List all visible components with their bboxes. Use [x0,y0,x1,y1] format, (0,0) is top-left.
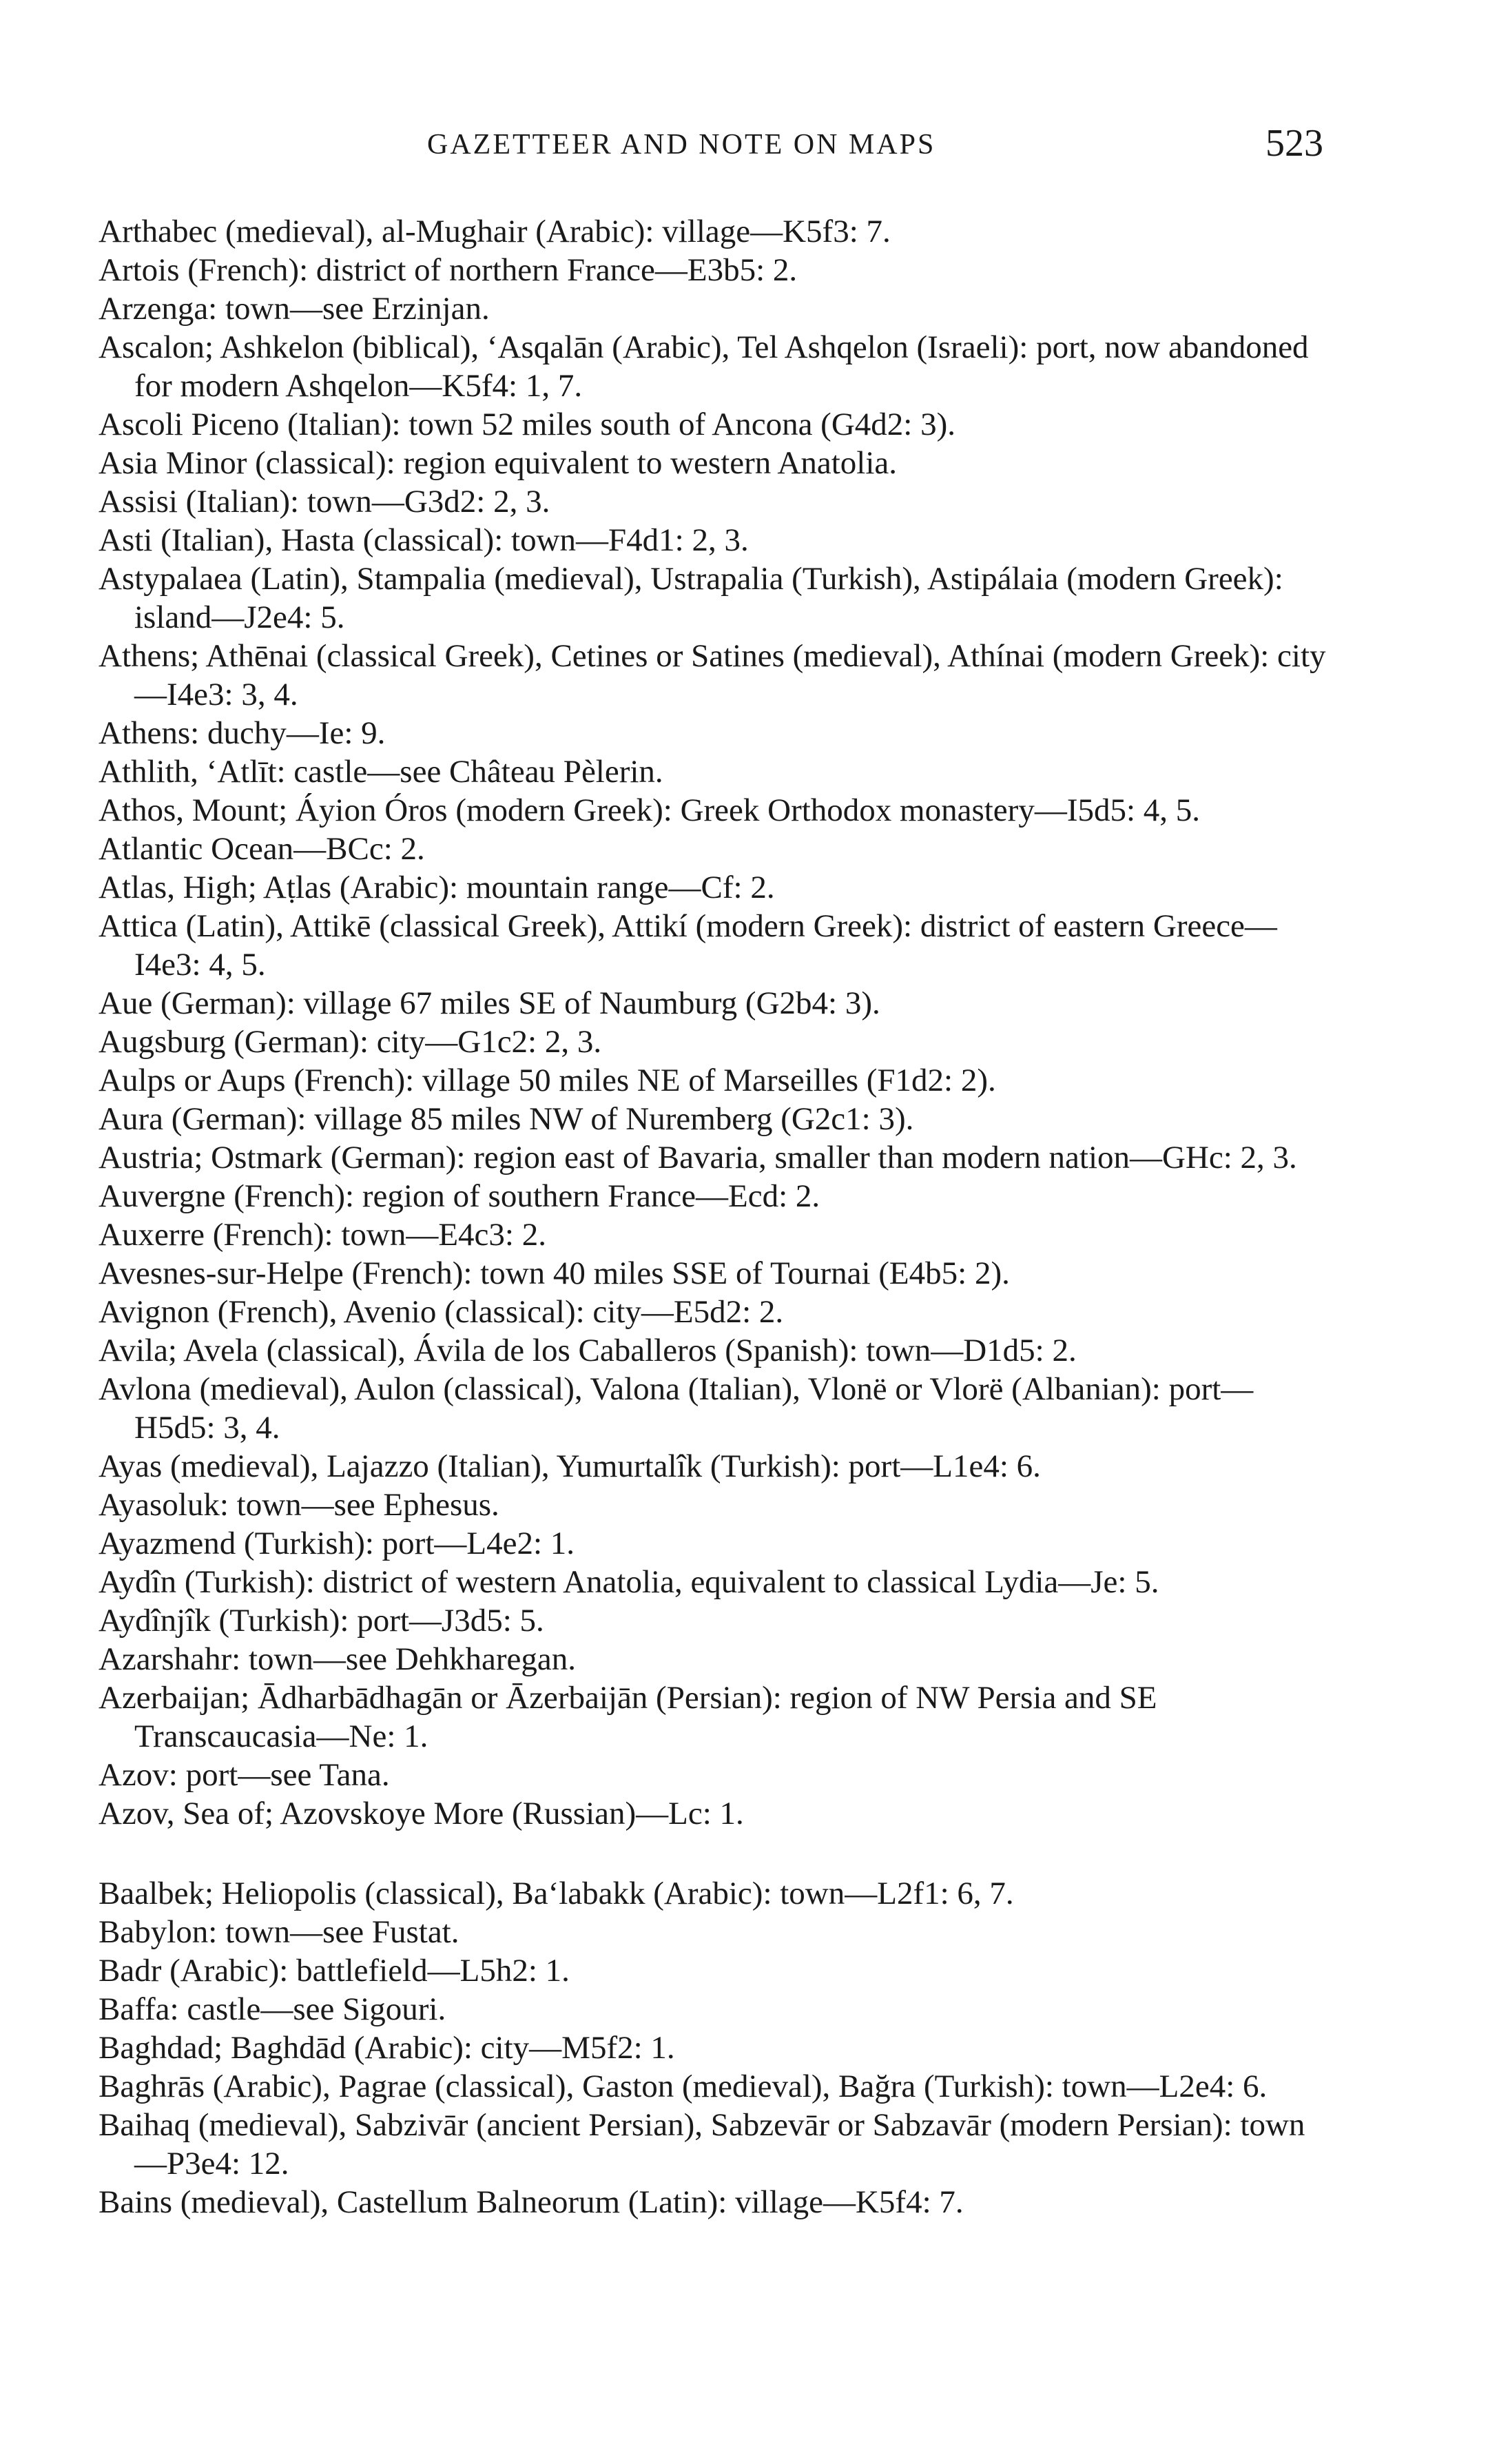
gazetteer-entry: Assisi (Italian): town—G3d2: 2, 3. [99,484,550,520]
gazetteer-entry: Asia Minor (classical): region equivalent to western Anatolia. [99,445,898,481]
gazetteer-entry: Artois (French): district of northern France—E3b5: 2. [99,252,798,288]
gazetteer-entries [99,212,1328,2221]
gazetteer-entry: Ascalon; Ashkelon (biblical), ‘Asqalān (Arabic), Tel Ashqelon (Israeli): port, now abandoned for modern Ashqelon—K5f4: 1, 7. [99,329,1309,404]
gazetteer-entry: Badr (Arabic): battlefield—L5h2: 1. [99,1953,570,1989]
gazetteer-entry: Arthabec (medieval), al-Mughair (Arabic): village—K5f3: 7. [99,214,891,249]
gazetteer-entry: Bains (medieval), Castellum Balneorum (Latin): village—K5f4: 7. [99,2184,964,2220]
gazetteer-entry: Aydînjîk (Turkish): port—J3d5: 5. [99,1603,544,1639]
gazetteer-entry: Baghdad; Baghdād (Arabic): city—M5f2: 1. [99,2030,675,2066]
gazetteer-entry: Arzenga: town—see Erzinjan. [99,291,490,327]
gazetteer-entry: Athens: duchy—Ie: 9. [99,715,386,751]
gazetteer-entry: Athos, Mount; Áyion Óros (modern Greek): Greek Orthodox monastery—I5d5: 4, 5. [99,792,1201,828]
gazetteer-entry: Atlas, High; Aṭlas (Arabic): mountain range—Cf: 2. [99,870,775,905]
gazetteer-entry: Baghrās (Arabic), Pagrae (classical), Gaston (medieval), Bağra (Turkish): town—L2e4: 6. [99,2068,1268,2104]
gazetteer-entry: Austria; Ostmark (German): region east of Bavaria, smaller than modern nation—GHc: 2, 3. [99,1140,1297,1175]
gazetteer-entry: Attica (Latin), Attikē (classical Greek), Attikí (modern Greek): district of eastern Greece—I4e3: 4, 5. [99,908,1277,983]
gazetteer-entry: Aue (German): village 67 miles SE of Naumburg (G2b4: 3). [99,985,880,1021]
gazetteer-entry: Athens; Athēnai (classical Greek), Cetines or Satines (medieval), Athínai (modern Greek): city—I4e3: 3, 4. [99,638,1326,712]
gazetteer-entry: Augsburg (German): city—G1c2: 2, 3. [99,1024,602,1060]
gazetteer-entry: Athlith, ‘Atlīt: castle—see Château Pèlerin. [99,754,663,790]
gazetteer-entry: Auvergne (French): region of southern France—Ecd: 2. [99,1178,820,1214]
gazetteer-entry: Babylon: town—see Fustat. [99,1914,459,1950]
gazetteer-entry: Avila; Avela (classical), Ávila de los Caballeros (Spanish): town—D1d5: 2. [99,1333,1077,1368]
gazetteer-entry: Baffa: castle—see Sigouri. [99,1991,446,2027]
gazetteer-entry: Aura (German): village 85 miles NW of Nuremberg (G2c1: 3). [99,1101,914,1137]
gazetteer-entry: Astypalaea (Latin), Stampalia (medieval), Ustrapalia (Turkish), Astipálaia (modern Greek): island—J2e4: 5. [99,561,1283,635]
gazetteer-entry: Azarshahr: town—see Dehkharegan. [99,1641,576,1677]
section-gap [99,1833,1328,1874]
gazetteer-entry: Atlantic Ocean—BCc: 2. [99,831,425,867]
running-head: GAZETTEER AND NOTE ON MAPS [427,129,936,161]
gazetteer-entry: Aydîn (Turkish): district of western Anatolia, equivalent to classical Lydia—Je: 5. [99,1564,1159,1600]
page-number: 523 [1265,122,1323,165]
gazetteer-entry: Azov: port—see Tana. [99,1757,390,1793]
gazetteer-entry: Ascoli Piceno (Italian): town 52 miles south of Ancona (G4d2: 3). [99,407,955,442]
gazetteer-entry: Avesnes-sur-Helpe (French): town 40 miles SSE of Tournai (E4b5: 2). [99,1255,1010,1291]
gazetteer-entry: Avlona (medieval), Aulon (classical), Valona (Italian), Vlonë or Vlorë (Albanian): port—H5d5: 3, 4. [99,1371,1254,1446]
gazetteer-entry: Ayasoluk: town—see Ephesus. [99,1487,499,1523]
gazetteer-entry: Aulps or Aups (French): village 50 miles NE of Marseilles (F1d2: 2). [99,1062,996,1098]
gazetteer-entry: Baalbek; Heliopolis (classical), Ba‘labakk (Arabic): town—L2f1: 6, 7. [99,1876,1014,1911]
gazetteer-entry: Azov, Sea of; Azovskoye More (Russian)—Lc: 1. [99,1796,744,1831]
gazetteer-entry: Auxerre (French): town—E4c3: 2. [99,1217,546,1253]
gazetteer-entry: Asti (Italian), Hasta (classical): town—F4d1: 2, 3. [99,522,749,558]
gazetteer-entry: Ayas (medieval), Lajazzo (Italian), Yumurtalîk (Turkish): port—L1e4: 6. [99,1448,1041,1484]
gazetteer-entry: Avignon (French), Avenio (classical): city—E5d2: 2. [99,1294,784,1330]
gazetteer-entry: Ayazmend (Turkish): port—L4e2: 1. [99,1526,575,1561]
gazetteer-entry: Azerbaijan; Ādharbādhagān or Āzerbaijān (Persian): region of NW Persia and SE Transcaucasia—Ne: 1. [99,1680,1157,1754]
gazetteer-entry: Baihaq (medieval), Sabzivār (ancient Persian), Sabzevār or Sabzavār (modern Persian): town—P3e4: 12. [99,2107,1305,2181]
